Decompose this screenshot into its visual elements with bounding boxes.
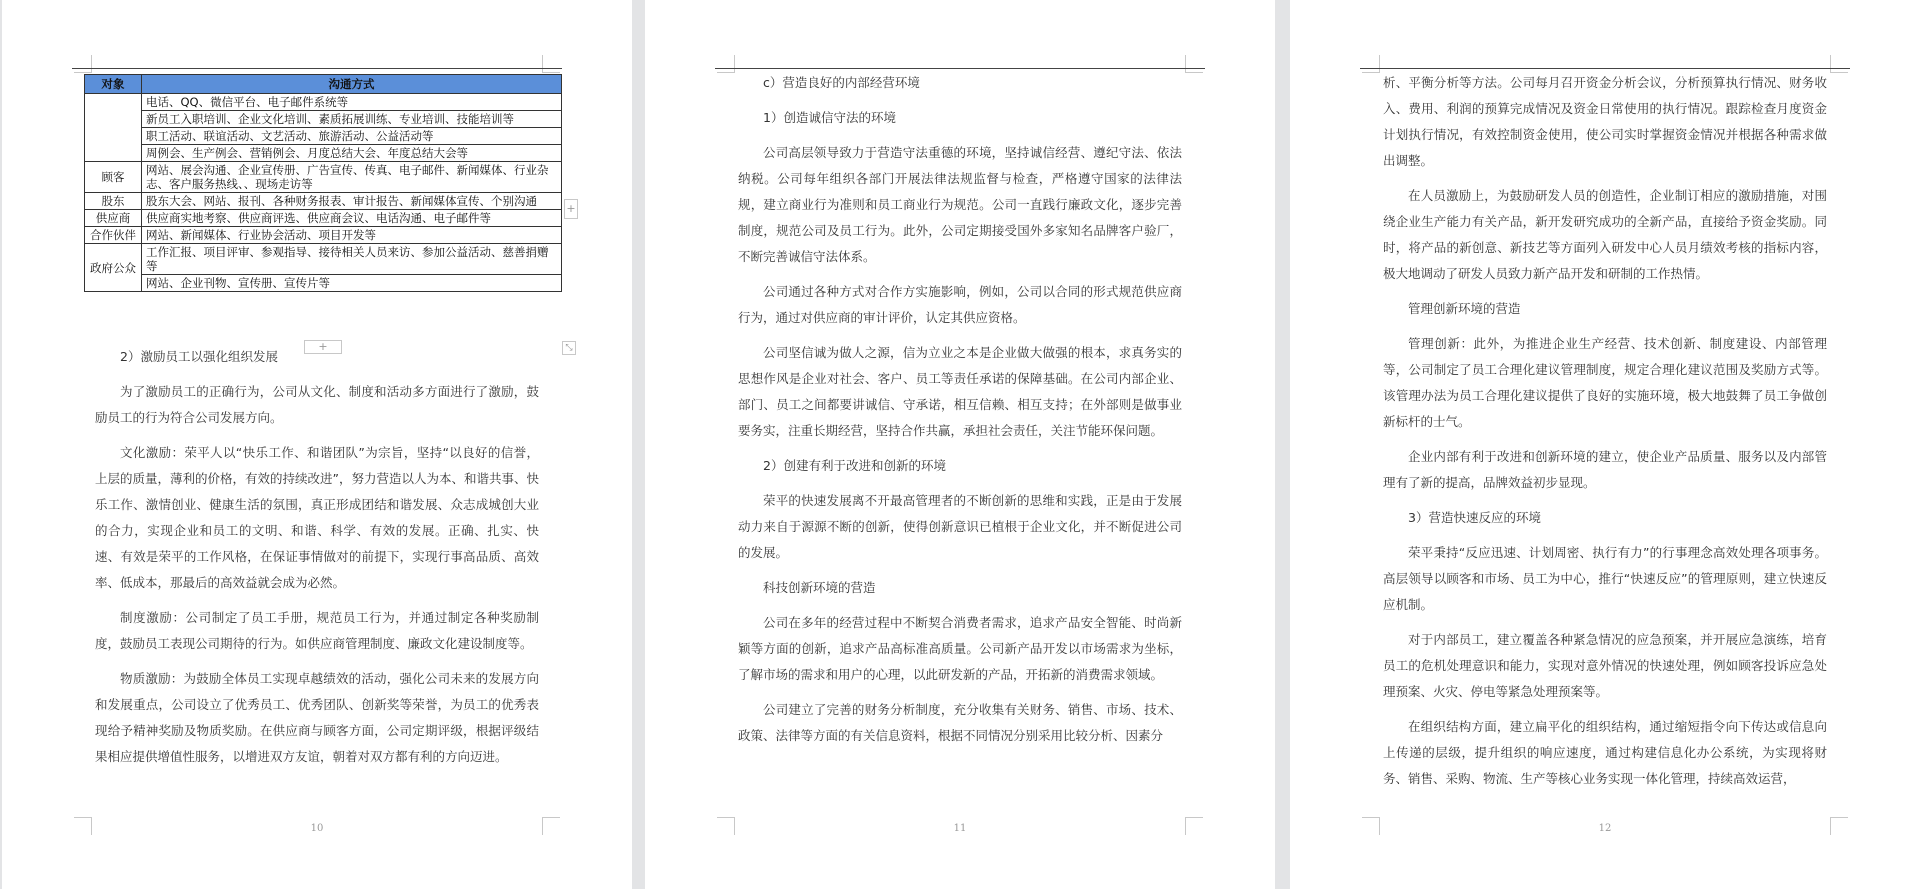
crop-mark [1362, 55, 1380, 73]
table-cell-method[interactable]: 网站、企业刊物、宣传册、宣传片等 [142, 275, 562, 292]
crop-mark [542, 55, 560, 73]
header-rule [1360, 68, 1850, 69]
paragraph: 荣平秉持“反应迅速、计划周密、执行有力”的行事理念高效处理各项事务。高层领导以顾客和市场、员工为中心，推行“快速反应”的管理原则，建立快速反应机制。 [1383, 545, 1827, 612]
table-cell-method[interactable]: 电话、QQ、微信平台、电子邮件系统等 [142, 94, 562, 111]
header-rule [715, 68, 1205, 69]
paragraph: 公司坚信诚为做人之源，信为立业之本是企业做大做强的根本，求真务实的思想作风是企业对社会、客户、员工等责任承诺的保障基础。在公司内部企业、部门、员工之间都要讲诚信、守承诺，相互信赖、相互支持；在外部则是做事业要务实，注重长期经营，坚持合作共赢，承担社会责任，关注节能环保问题。 [738, 345, 1182, 438]
table-cell-method[interactable]: 股东大会、网站、报刊、各种财务报表、审计报告、新闻媒体宣传、个别沟通 [142, 193, 562, 210]
paragraph: 在组织结构方面，建立扁平化的组织结构，通过缩短指令向下传达或信息向上传递的层级，提升组织的响应速度，通过构建信息化办公系统，为实现将财务、销售、采购、物流、生产等核心业务实现一体化管理，持续高效运营， [1383, 719, 1827, 786]
paragraph: 为了激励员工的正确行为，公司从文化、制度和活动多方面进行了激励，鼓励员工的行为符合公司发展方向。 [95, 384, 539, 425]
table-row [85, 162, 562, 193]
paragraph: 制度激励：公司制定了员工手册，规范员工行为，并通过制定各种奖励制度，鼓励员工表现公司期待的行为。如供应商管理制度、廉政文化建设制度等。 [95, 610, 539, 651]
paragraph: 管理创新：此外，为推进企业生产经营、技术创新、制度建设、内部管理等，公司制定了员工合理化建议管理制度，规定合理化建议范围及奖励方式等。该管理办法为员工合理化建议提供了良好的实施环境，极大地鼓舞了员工争做创新标杆的士气。 [1383, 336, 1827, 429]
table-row [85, 227, 562, 244]
paragraph: 文化激励：荣平人以“快乐工作、和谐团队”为宗旨，坚持“以良好的信誉，上层的质量，薄利的价格，有效的持续改进”，努力营造以人为本、和谐共事、快乐工作、激情创业、健康生活的氛围，真正形成团结和谐发展、众志成城创大业的合力，实现企业和员工的文明、和谐、科学、有效的发展。正确、扎实、快速、有效是荣平的工作风格，在保证事情做对的前提下，实现行事高品质、高效率、低成本，那最后的高效益就会成为必然。 [95, 445, 539, 590]
table-header-object: 对象 [85, 75, 142, 94]
paragraph: 企业内部有利于改进和创新环境的建立，使企业产品质量、服务以及内部管理有了新的提高，品牌效益初步显现。 [1383, 449, 1827, 490]
table-cell-method[interactable]: 网站、新闻媒体、行业协会活动、项目开发等 [142, 227, 562, 244]
section-heading: 科技创新环境的营造 [763, 580, 876, 595]
page-body [1383, 70, 1827, 801]
table-cell-object[interactable]: 股东 [85, 193, 142, 210]
table-header-method: 沟通方式 [142, 75, 562, 94]
document-page-10 [2, 0, 632, 889]
table-cell-object[interactable]: 合作伙伴 [85, 227, 142, 244]
table-cell-method[interactable]: 供应商实地考察、供应商评选、供应商会议、电话沟通、电子邮件等 [142, 210, 562, 227]
page-number: 12 [1598, 823, 1612, 834]
crop-mark [74, 55, 92, 73]
document-page-11 [645, 0, 1275, 889]
table-row [85, 193, 562, 210]
section-heading: 1）创造诚信守法的环境 [763, 110, 896, 125]
section-heading: 管理创新环境的营造 [1408, 301, 1521, 316]
table-row [85, 210, 562, 227]
table-cell-method[interactable]: 网站、展会沟通、企业宣传册、广告宣传、传真、电子邮件、新闻媒体、行业杂志、客户服务热线、、现场走访等 [142, 162, 562, 193]
table-cell-object[interactable]: 政府公众 [85, 244, 142, 292]
table-resize-handle[interactable]: ⤡ [562, 341, 576, 355]
table-cell-object[interactable]: 供应商 [85, 210, 142, 227]
paragraph: 析、平衡分析等方法。公司每月召开资金分析会议，分析预算执行情况、财务收入、费用、利润的预算完成情况及资金日常使用的执行情况。跟踪检查月度资金计划执行情况，有效控制资金使用，使公司实时掌握资金情况并根据各种需求做出调整。 [1383, 75, 1827, 168]
page-number: 11 [953, 823, 967, 834]
document-page-12 [1290, 0, 1920, 889]
table-cell-object[interactable] [85, 94, 142, 162]
table-cell-method[interactable]: 职工活动、联谊活动、文艺活动、旅游活动、公益活动等 [142, 128, 562, 145]
paragraph: 荣平的快速发展离不开最高管理者的不断创新的思维和实践，正是由于发展动力来自于源源不断的创新，使得创新意识已植根于企业文化，并不断促进公司的发展。 [738, 493, 1182, 560]
section-heading: 3）营造快速反应的环境 [1408, 510, 1541, 525]
table-row [85, 94, 562, 111]
paragraph: 对于内部员工，建立覆盖各种紧急情况的应急预案，并开展应急演练，培育员工的危机处理意识和能力，实现对意外情况的快速处理，例如顾客投诉应急处理预案、火灾、停电等紧急处理预案等。 [1383, 632, 1827, 699]
paragraph: 在人员激励上，为鼓励研发人员的创造性，企业制订相应的激励措施，对围绕企业生产能力有关产品，新开发研究成功的全新产品，直接给予资金奖励。同时，将产品的新创意、新技艺等方面列入研发中心人员月绩效考核的指标内容，极大地调动了研发人员致力新产品开发和研制的工作热情。 [1383, 188, 1827, 281]
table-cell-method[interactable]: 周例会、生产例会、营销例会、月度总结大会、年度总结大会等 [142, 145, 562, 162]
crop-mark [1830, 55, 1848, 73]
table-row [85, 244, 562, 275]
table-cell-method[interactable]: 新员工入职培训、企业文化培训、素质拓展训练、专业培训、技能培训等 [142, 111, 562, 128]
section-heading: c）营造良好的内部经营环境 [763, 75, 920, 90]
page-body [95, 344, 539, 779]
table-row [85, 128, 562, 145]
crop-mark [1185, 55, 1203, 73]
section-heading: 2）创建有利于改进和创新的环境 [763, 458, 946, 473]
communication-table[interactable] [84, 74, 562, 292]
table-row [85, 145, 562, 162]
table-cell-method[interactable]: 工作汇报、项目评审、参观指导、接待相关人员来访、参加公益活动、慈善捐赠等 [142, 244, 562, 275]
table-header-row [85, 75, 562, 94]
table-row [85, 275, 562, 292]
paragraph: 公司高层领导致力于营造守法重德的环境，坚持诚信经营、遵纪守法、依法纳税。公司每年组织各部门开展法律法规监督与检查，严格遵守国家的法律法规，建立商业行为准则和员工商业行为规范。公司一直践行廉政文化，逐步完善制度，规范公司及员工行为。此外，公司定期接受国外多家知名品牌客户验厂，不断完善诚信守法体系。 [738, 145, 1182, 264]
page-number: 10 [310, 823, 324, 834]
paragraph: 公司在多年的经营过程中不断契合消费者需求，追求产品安全智能、时尚新颖等方面的创新，追求产品高标准高质量。公司新产品开发以市场需求为坐标，了解市场的需求和用户的心理，以此研发新的产品，开拓新的消费需求领域。 [738, 615, 1182, 682]
table-row [85, 111, 562, 128]
table-add-row-button[interactable]: + [304, 340, 342, 354]
section-heading: 2）激励员工以强化组织发展 [120, 349, 278, 364]
table-add-column-button[interactable]: + [564, 199, 578, 219]
paragraph: 公司通过各种方式对合作方实施影响，例如，公司以合同的形式规范供应商行为，通过对供应商的审计评价，认定其供应资格。 [738, 284, 1182, 325]
table-cell-object[interactable]: 顾客 [85, 162, 142, 193]
page-body [738, 70, 1182, 758]
header-rule [72, 68, 562, 69]
crop-mark [717, 55, 735, 73]
paragraph: 公司建立了完善的财务分析制度，充分收集有关财务、销售、市场、技术、政策、法律等方面的有关信息资料，根据不同情况分别采用比较分析、因素分 [738, 702, 1182, 743]
paragraph: 物质激励：为鼓励全体员工实现卓越绩效的活动，强化公司未来的发展方向和发展重点，公司设立了优秀员工、优秀团队、创新奖等荣誉，为员工的优秀表现给予精神奖励及物质奖励。在供应商与顾客方面，公司定期评级，根据评级结果相应提供增值性服务，以增进双方友谊，朝着对双方都有利的方向迈进。 [95, 671, 539, 764]
